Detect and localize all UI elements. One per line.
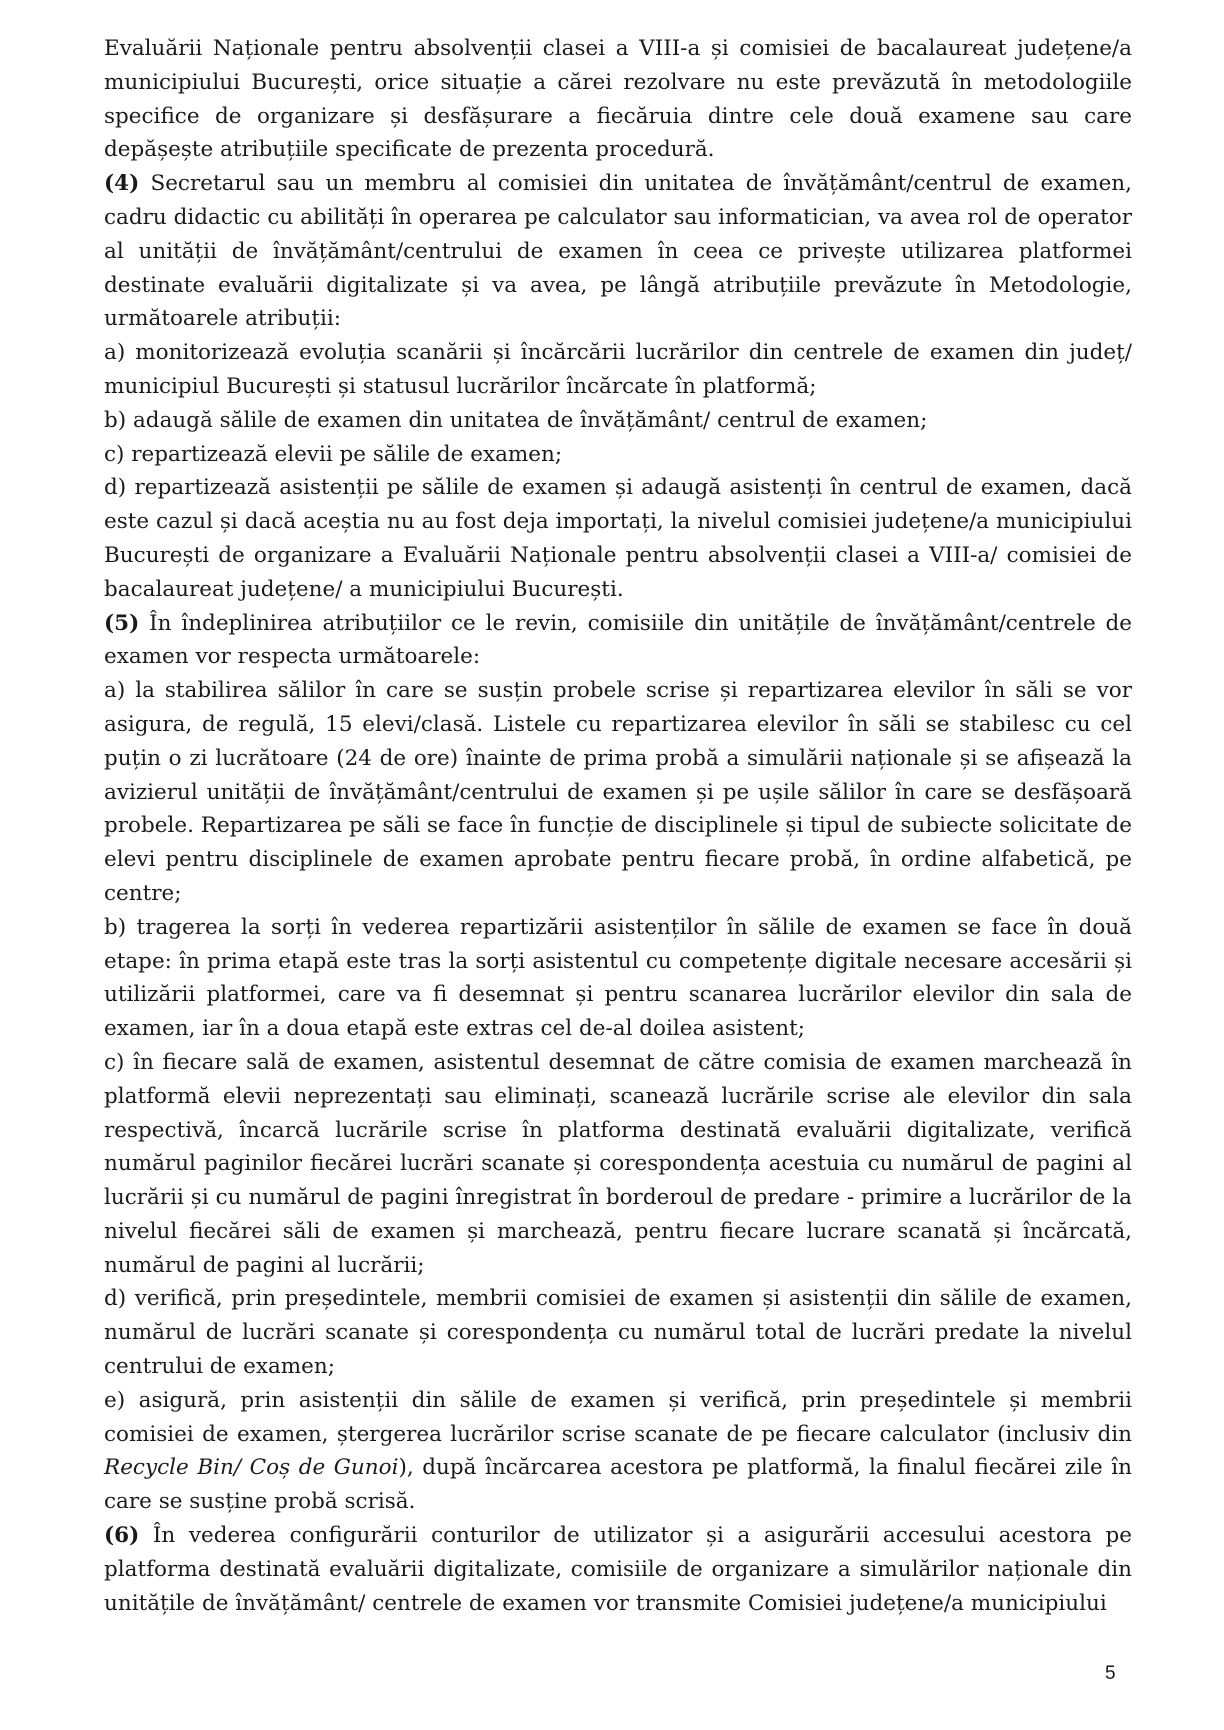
section-5-item-d: d) verifică, prin președintele, membrii comisiei de examen și asistenții din sălile de examen, numărul de lucrări scanate și corespondența cu numărul total de lucrări predate la nivelul centrului de examen; <box>104 1286 1132 1380</box>
section-6-number: (6) <box>104 1523 140 1549</box>
document-page <box>104 32 1132 1620</box>
section-4-item-a: a) monitorizează evoluția scanării și încărcării lucrărilor din centrele de examen din județ/ municipiul București și statusul lucrărilor încărcate în platformă; <box>104 340 1132 399</box>
section-4-item-b: b) adaugă sălile de examen din unitatea de învățământ/ centrul de examen; <box>104 407 928 433</box>
section-6-paragraph <box>104 1519 1132 1620</box>
section-4-item-d: d) repartizează asistenții pe sălile de examen și adaugă asistenți în centrul de examen, dacă este cazul și dacă aceștia nu au fost deja importați, la nivelul comisiei județene/a municipiului București de organizare a Evaluării Naționale pentru absolvenții clasei a VIII-a/ comisiei de bacalaureat județene/ a municipiului București. <box>104 475 1132 602</box>
section-4-item-c: c) repartizează elevii pe sălile de examen; <box>104 441 563 467</box>
recycle-bin-term: Recycle Bin/ Coș de Gunoi <box>104 1455 399 1481</box>
section-4-paragraph <box>104 167 1132 336</box>
section-5-item-e-end: ), după încărcarea acestora pe platformă, la finalul fiecărei zile în care se susține probă scrisă. <box>104 1455 1132 1515</box>
intro-paragraph: Evaluării Naționale pentru absolvenții clasei a VIII-a și comisiei de bacalaureat județene/a municipiului București, orice situație a cărei rezolvare nu este prevăzută în metodologiile specifice de organizare și desfășurare a fiecăruia dintre cele două examene sau care depășește atribuțiile specificate de prezenta procedură. <box>104 36 1132 163</box>
section-5-number: (5) <box>104 610 140 636</box>
section-5-text: În îndeplinirea atribuțiilor ce le revin, comisiile din unitățile de învățământ/centrele de examen vor respecta următoarele: <box>104 610 1132 670</box>
section-5-item-e-start: e) asigură, prin asistenții din sălile de examen și verifică, prin președintele și membrii comisiei de examen, ștergerea lucrărilor scrise scanate de pe fiecare calculator (inclusiv din <box>104 1387 1132 1447</box>
page-number: 5 <box>1105 1663 1116 1684</box>
section-6-text: În vederea configurării conturilor de utilizator și a asigurării accesului acestora pe platforma destinată evaluării digitalizate, comisiile de organizare a simulărilor naționale din unitățile de învățământ/ centrele de examen vor transmite Comisiei județene/a municipiului <box>104 1523 1132 1616</box>
section-5-item-e <box>104 1384 1132 1519</box>
section-5-item-b: b) tragerea la sorți în vederea repartizării asistenților în sălile de examen se face în două etape: în prima etapă este tras la sorți asistentul cu competențe digitale necesare accesării și utilizării platformei, care va fi desemnat și pentru scanarea lucrărilor elevilor din sala de examen, iar în a doua etapă este extras cel de-al doilea asistent; <box>104 914 1132 1042</box>
section-5-item-a: a) la stabilirea sălilor în care se susțin probele scrise și repartizarea elevilor în săli se vor asigura, de regulă, 15 elevi/clasă. Listele cu repartizarea elevilor în săli se stabilesc cu cel puțin o zi lucrătoare (24 de ore) înainte de prima probă a simulării naționale și se afișează la avizierul unității de învățământ/centrului de examen și pe ușile sălilor în care se desfășoară probele. Repartizarea pe săli se face în funcție de disciplinele și tipul de subiecte solicitate de elevi pentru disciplinele de examen aprobate pentru fiecare probă, în ordine alfabetică, pe centre; <box>104 678 1132 906</box>
section-4-number: (4) <box>104 171 140 197</box>
section-4-text: Secretarul sau un membru al comisiei din unitatea de învățământ/centrul de examen, cadru didactic cu abilități în operarea pe calculator sau informatician, va avea rol de operator al unității de învățământ/centrului de examen în ceea ce privește utilizarea platformei destinate evaluării digitalizate și va avea, pe lângă atribuțiile prevăzute în Metodologie, următoarele atribuții: <box>104 171 1132 332</box>
section-5-item-c: c) în fiecare sală de examen, asistentul desemnat de către comisia de examen marchează în platformă elevii neprezentați sau eliminați, scanează lucrările scrise ale elevilor din sala respectivă, încarcă lucrările scrise în platforma destinată evaluării digitalizate, verifică numărul paginilor fiecărei lucrări scanate și corespondența acestuia cu numărul de pagini al lucrării și cu numărul de pagini înregistrat în borderoul de predare - primire a lucrărilor de la nivelul fiecărei săli de examen și marchează, pentru fiecare lucrare scanată și încărcată, numărul de pagini al lucrării; <box>104 1049 1132 1278</box>
section-5-paragraph <box>104 607 1132 675</box>
